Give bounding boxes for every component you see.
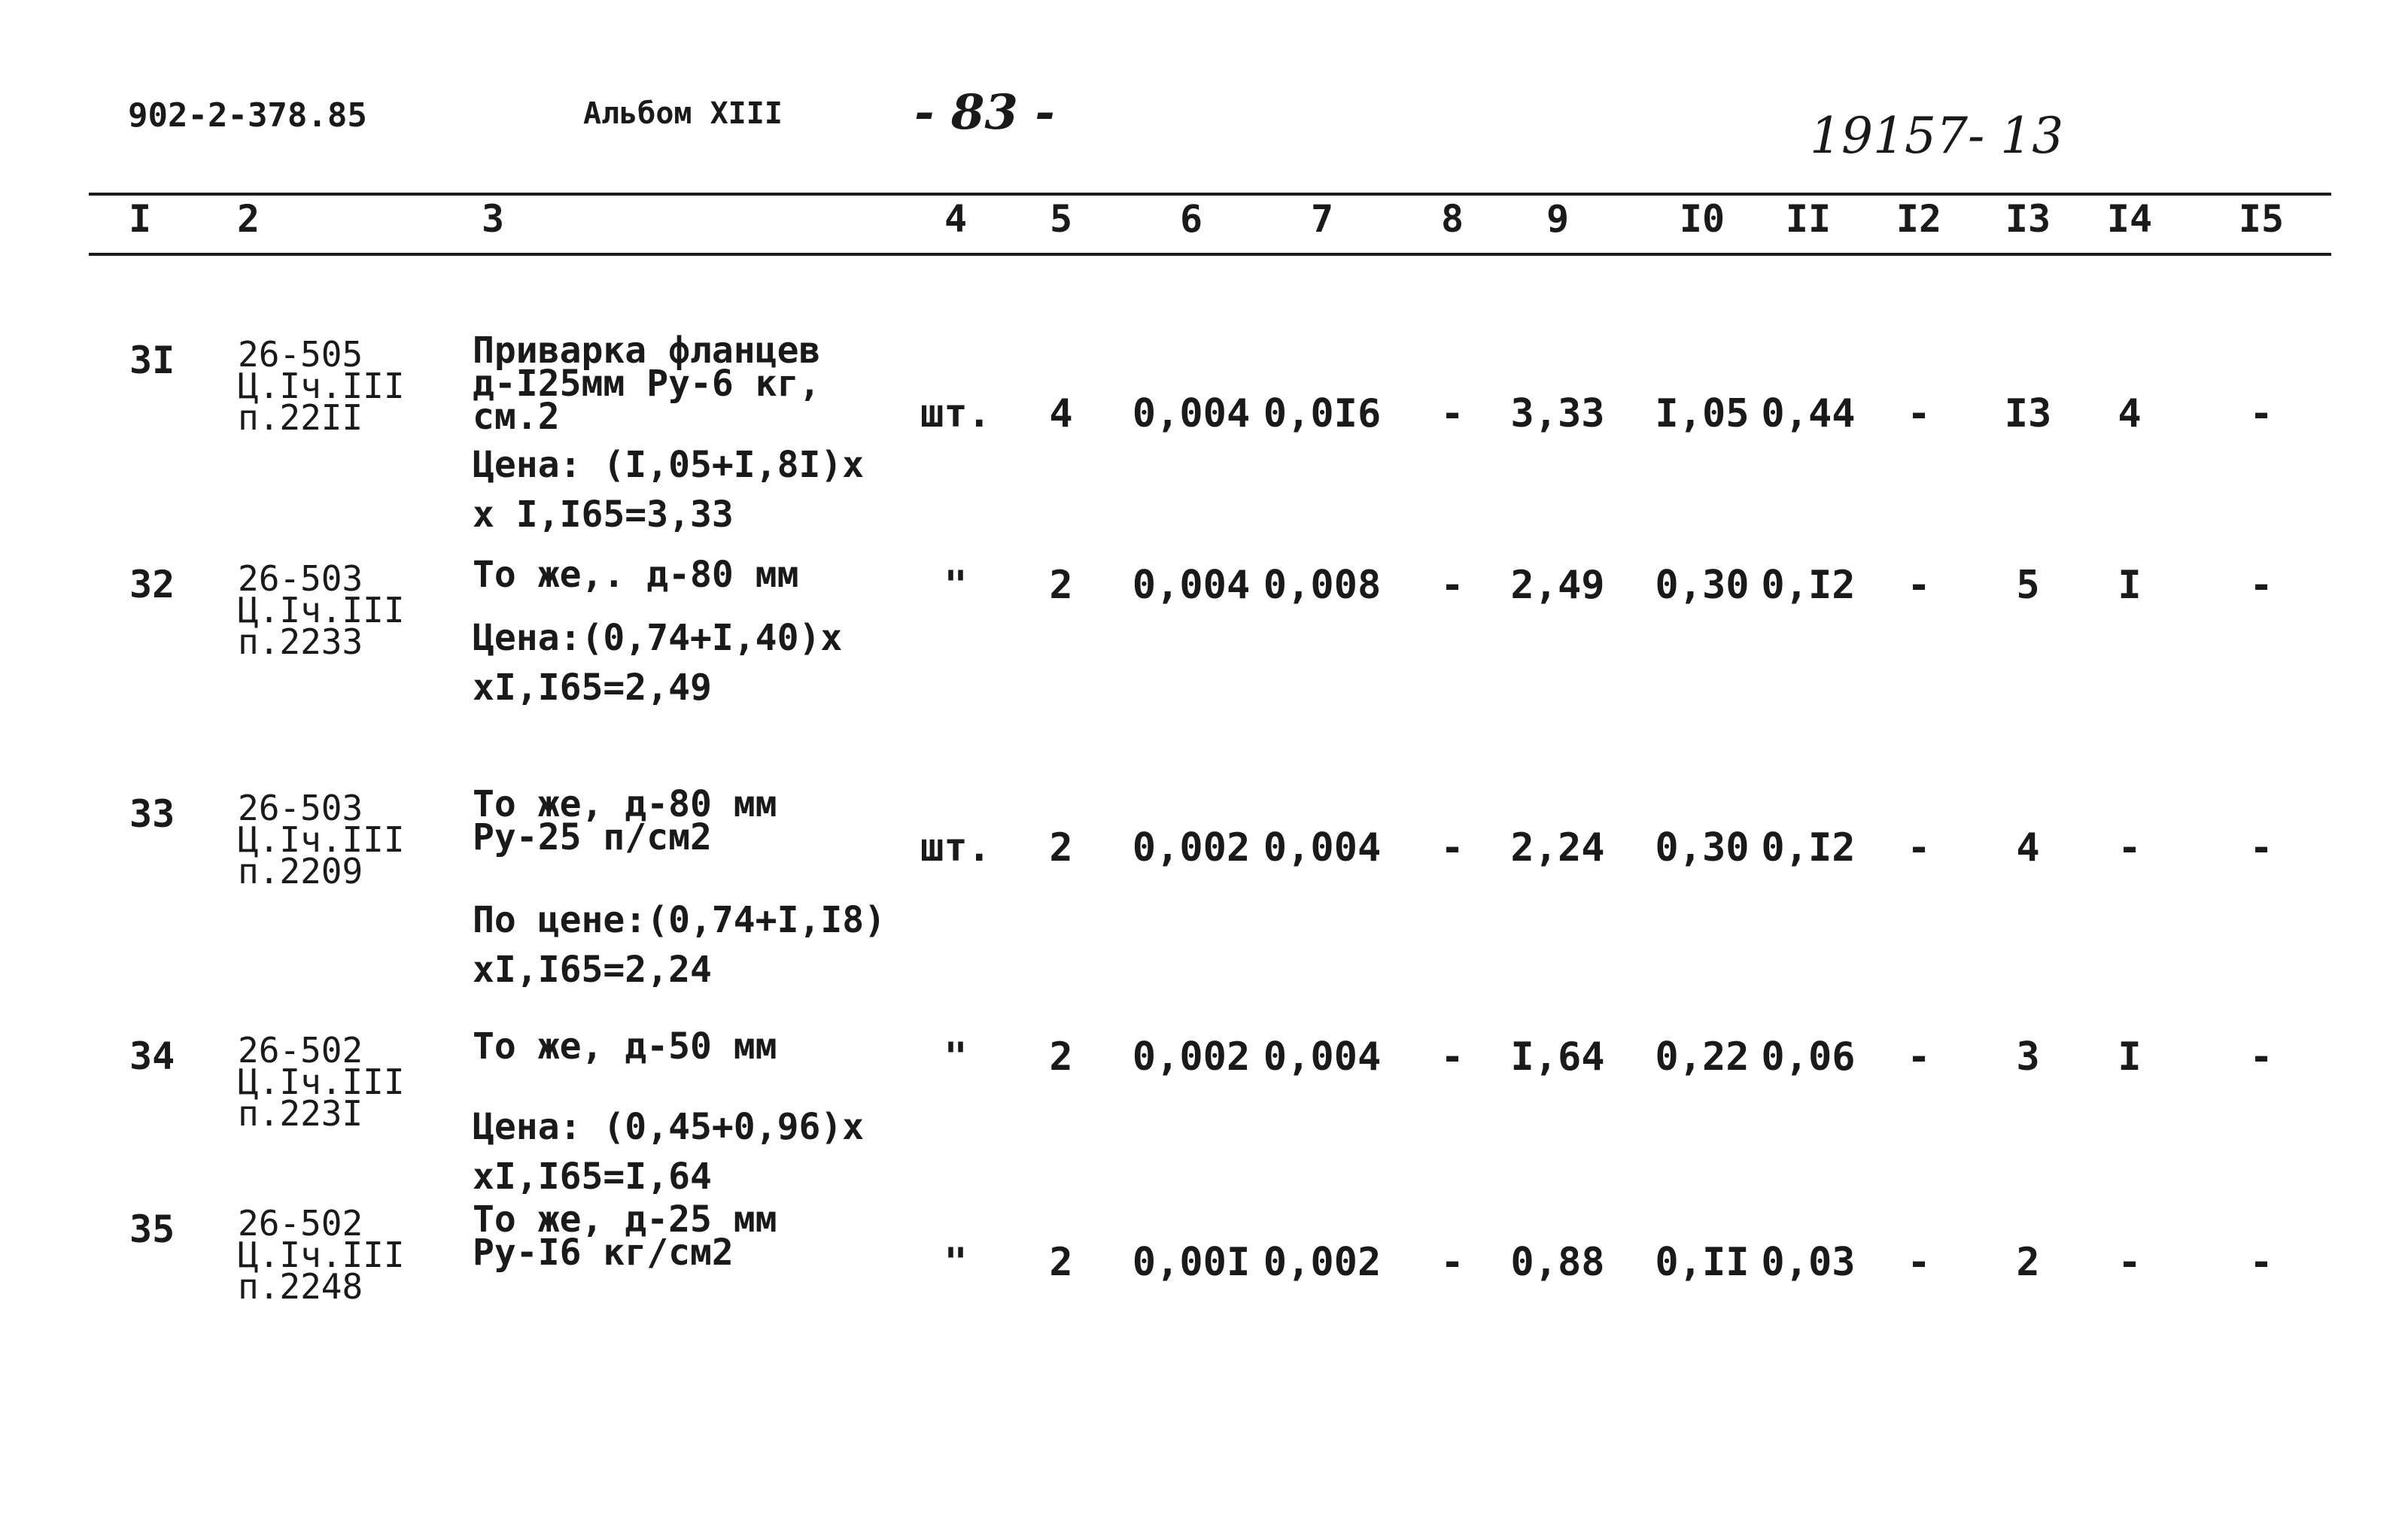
value-cell-c8: - xyxy=(1440,825,1464,870)
value-cell-c15: - xyxy=(2249,1240,2273,1285)
unit-cell: " xyxy=(944,1240,968,1285)
value-cell-c14: I xyxy=(2118,1034,2142,1080)
value-cell-c11: 0,06 xyxy=(1761,1034,1856,1080)
value-cell-c12: - xyxy=(1907,825,1931,870)
column-number: 2 xyxy=(236,197,260,241)
column-number: 6 xyxy=(1179,197,1203,241)
handwritten-number: 19157- 13 xyxy=(1810,107,2064,165)
column-number: 3 xyxy=(482,197,505,241)
value-cell-c14: - xyxy=(2118,825,2142,870)
value-cell-c6: 0,002 xyxy=(1132,825,1251,870)
unit-cell: шт. xyxy=(920,825,991,870)
unit-cell: шт. xyxy=(920,391,991,436)
work-description-line: То же, д-80 мм xyxy=(473,783,777,825)
value-cell-c13: 3 xyxy=(2016,1034,2040,1080)
column-number: I4 xyxy=(2106,197,2153,241)
column-number: I2 xyxy=(1896,197,1942,241)
value-cell-c5: 2 xyxy=(1049,825,1073,870)
value-cell-c11: 0,I2 xyxy=(1761,825,1856,870)
value-cell-c13: 2 xyxy=(2016,1240,2040,1285)
value-cell-c10: 0,30 xyxy=(1655,563,1750,608)
norm-code-line: 26-505 xyxy=(238,334,363,375)
value-cell-c14: I xyxy=(2118,563,2142,608)
work-description-line: То же,. д-80 мм xyxy=(473,554,799,596)
value-cell-c13: I3 xyxy=(2004,391,2052,436)
value-cell-c14: - xyxy=(2118,1240,2142,1285)
value-cell-c10: 0,II xyxy=(1655,1240,1750,1285)
norm-code-line: п.2209 xyxy=(238,851,363,892)
unit-cell: " xyxy=(944,1034,968,1080)
row-number: 35 xyxy=(129,1208,175,1251)
row-number: 34 xyxy=(129,1034,175,1078)
value-cell-c9: 2,49 xyxy=(1510,563,1605,608)
value-cell-c9: I,64 xyxy=(1510,1034,1605,1080)
price-formula-line: Цена:(0,74+I,40)х xyxy=(473,617,843,659)
norm-code-line: Ц.Iч.III xyxy=(238,1235,405,1275)
value-cell-c15: - xyxy=(2249,1034,2273,1080)
value-cell-c13: 4 xyxy=(2016,825,2040,870)
value-cell-c6: 0,002 xyxy=(1132,1034,1251,1080)
price-formula-line: хI,I65=2,49 xyxy=(473,667,712,709)
norm-code-line: 26-502 xyxy=(238,1203,363,1244)
value-cell-c6: 0,00I xyxy=(1132,1240,1251,1285)
header-bottom-rule xyxy=(89,253,2331,256)
column-number: I5 xyxy=(2238,197,2285,241)
work-description-line: д-I25мм Ру-6 кг, xyxy=(473,363,821,405)
value-cell-c15: - xyxy=(2249,391,2273,436)
value-cell-c7: 0,004 xyxy=(1263,825,1382,870)
work-description-line: Ру-25 п/см2 xyxy=(473,816,712,858)
value-cell-c9: 0,88 xyxy=(1510,1240,1605,1285)
value-cell-c9: 3,33 xyxy=(1510,391,1605,436)
work-description-line: Ру-I6 кг/см2 xyxy=(473,1232,734,1274)
row-number: 33 xyxy=(129,792,175,836)
value-cell-c7: 0,0I6 xyxy=(1263,391,1382,436)
price-formula-line: хI,I65=I,64 xyxy=(473,1156,712,1198)
value-cell-c7: 0,008 xyxy=(1263,563,1382,608)
value-cell-c8: - xyxy=(1440,1240,1464,1285)
unit-cell: " xyxy=(944,563,968,608)
work-description-line: То же, д-50 мм xyxy=(473,1025,777,1068)
value-cell-c12: - xyxy=(1907,1034,1931,1080)
norm-code-line: п.22II xyxy=(238,397,363,438)
value-cell-c5: 2 xyxy=(1049,1034,1073,1080)
value-cell-c7: 0,004 xyxy=(1263,1034,1382,1080)
norm-code-line: п.2248 xyxy=(238,1266,363,1307)
album-title: Альбом XIII xyxy=(583,96,783,131)
value-cell-c15: - xyxy=(2249,825,2273,870)
norm-code-line: п.2233 xyxy=(238,621,363,662)
column-number: I3 xyxy=(2005,197,2051,241)
price-formula-line: хI,I65=2,24 xyxy=(473,949,712,991)
value-cell-c10: 0,30 xyxy=(1655,825,1750,870)
norm-code-line: 26-502 xyxy=(238,1030,363,1071)
value-cell-c12: - xyxy=(1907,563,1931,608)
header-top-rule xyxy=(89,193,2331,196)
norm-code-line: п.223I xyxy=(238,1093,363,1134)
work-description-line: То же, д-25 мм xyxy=(473,1198,777,1241)
norm-code-line: 26-503 xyxy=(238,788,363,828)
value-cell-c12: - xyxy=(1907,391,1931,436)
column-number: 8 xyxy=(1440,197,1464,241)
value-cell-c5: 4 xyxy=(1049,391,1073,436)
work-description-line: Приварка фланцев xyxy=(473,330,821,372)
value-cell-c5: 2 xyxy=(1049,563,1073,608)
norm-code-line: Ц.Iч.III xyxy=(238,1062,405,1102)
norm-code-line: Ц.Iч.III xyxy=(238,590,405,630)
column-number: 9 xyxy=(1546,197,1570,241)
page-number: - 83 - xyxy=(914,84,1055,141)
column-number: I xyxy=(128,197,152,241)
value-cell-c8: - xyxy=(1440,1034,1464,1080)
value-cell-c8: - xyxy=(1440,391,1464,436)
column-number: I0 xyxy=(1679,197,1725,241)
price-formula-line: Цена: (0,45+0,96)х xyxy=(473,1106,865,1148)
price-formula-line: х I,I65=3,33 xyxy=(473,494,734,536)
value-cell-c10: 0,22 xyxy=(1655,1034,1750,1080)
value-cell-c8: - xyxy=(1440,563,1464,608)
price-formula-line: По цене:(0,74+I,I8) xyxy=(473,899,886,941)
document-code: 902-2-378.85 xyxy=(128,96,367,135)
column-number: II xyxy=(1785,197,1832,241)
column-number: 7 xyxy=(1310,197,1334,241)
norm-code-line: Ц.Iч.III xyxy=(238,819,405,860)
value-cell-c11: 0,03 xyxy=(1761,1240,1856,1285)
value-cell-c10: I,05 xyxy=(1655,391,1750,436)
row-number: 3I xyxy=(129,339,175,382)
value-cell-c14: 4 xyxy=(2118,391,2142,436)
work-description-line: см.2 xyxy=(473,396,560,438)
norm-code-line: 26-503 xyxy=(238,558,363,599)
column-number: 5 xyxy=(1049,197,1073,241)
value-cell-c15: - xyxy=(2249,563,2273,608)
value-cell-c11: 0,44 xyxy=(1761,391,1856,436)
price-formula-line: Цена: (I,05+I,8I)х xyxy=(473,444,865,486)
value-cell-c11: 0,I2 xyxy=(1761,563,1856,608)
value-cell-c5: 2 xyxy=(1049,1240,1073,1285)
value-cell-c9: 2,24 xyxy=(1510,825,1605,870)
column-number: 4 xyxy=(944,197,968,241)
row-number: 32 xyxy=(129,563,175,606)
value-cell-c6: 0,004 xyxy=(1132,391,1251,436)
value-cell-c12: - xyxy=(1907,1240,1931,1285)
norm-code-line: Ц.Iч.III xyxy=(238,366,405,406)
value-cell-c6: 0,004 xyxy=(1132,563,1251,608)
value-cell-c7: 0,002 xyxy=(1263,1240,1382,1285)
value-cell-c13: 5 xyxy=(2016,563,2040,608)
